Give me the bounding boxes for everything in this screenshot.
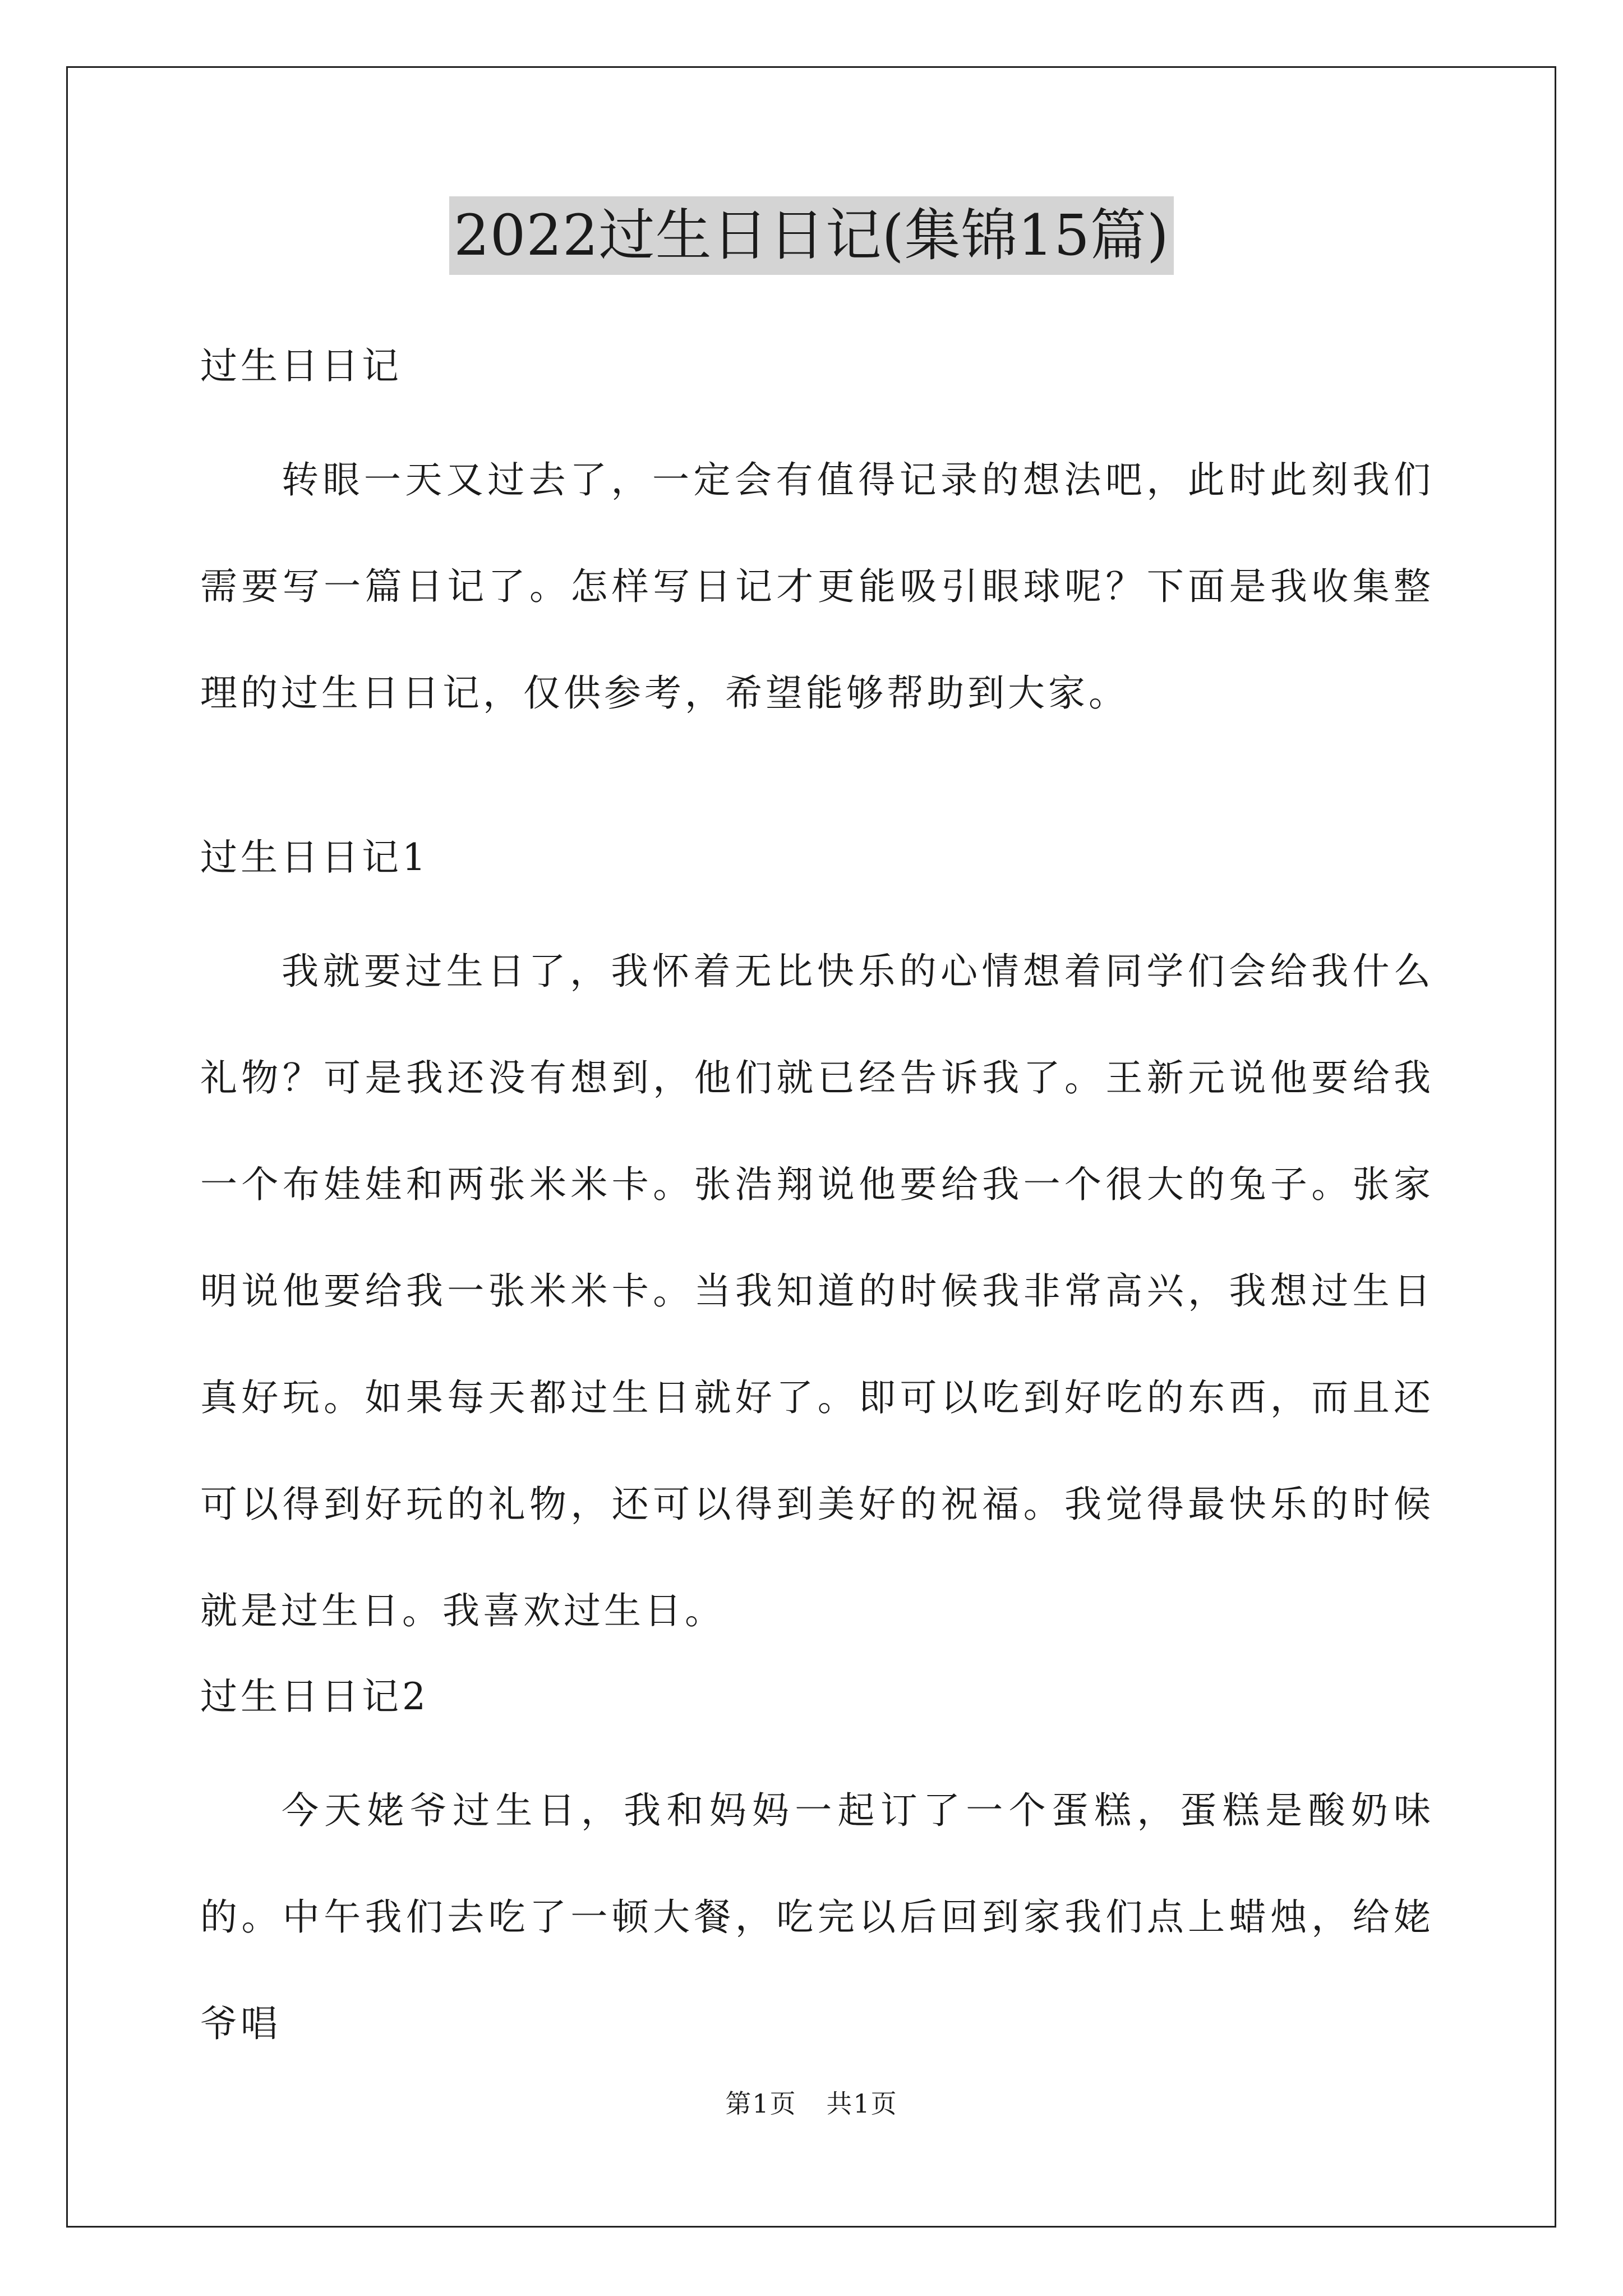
page-footer [0, 2087, 1623, 2120]
page-total: 共1页 [826, 2088, 898, 2119]
section-heading-2: 过生日日记2 [200, 1675, 429, 1718]
section-heading-1: 过生日日记1 [200, 836, 429, 879]
page-number: 第1页 [725, 2088, 797, 2119]
document-title: 2022过生日日记(集锦15篇) [449, 196, 1174, 275]
title-container [0, 196, 1623, 275]
section-paragraph-1: 我就要过生日了，我怀着无比快乐的心情想着同学们会给我什么礼物？可是我还没有想到，他们就已经告诉我了。王新元说他要给我一个布娃娃和两张米米卡。张浩翔说他要给我一个很大的兔子。张家明说他要给我一张米米卡。当我知道的时候我非常高兴，我想过生日真好玩。如果每天都过生日就好了。即可以吃到好吃的东西，而且还可以得到好玩的礼物，还可以得到美好的祝福。我觉得最快乐的时候就是过生日。我喜欢过生日。 [200, 950, 1434, 1632]
section-paragraph-2: 今天姥爷过生日，我和妈妈一起订了一个蛋糕，蛋糕是酸奶味的。中午我们去吃了一顿大餐，吃完以后回到家我们点上蜡烛，给姥爷唱 [200, 1789, 1434, 2045]
section-paragraph-intro: 转眼一天又过去了，一定会有值得记录的想法吧，此时此刻我们需要写一篇日记了。怎样写日记才更能吸引眼球呢？下面是我收集整理的过生日日记，仅供参考，希望能够帮助到大家。 [200, 458, 1434, 715]
section-heading-intro: 过生日日记 [200, 344, 402, 388]
document-body [200, 339, 1434, 2077]
